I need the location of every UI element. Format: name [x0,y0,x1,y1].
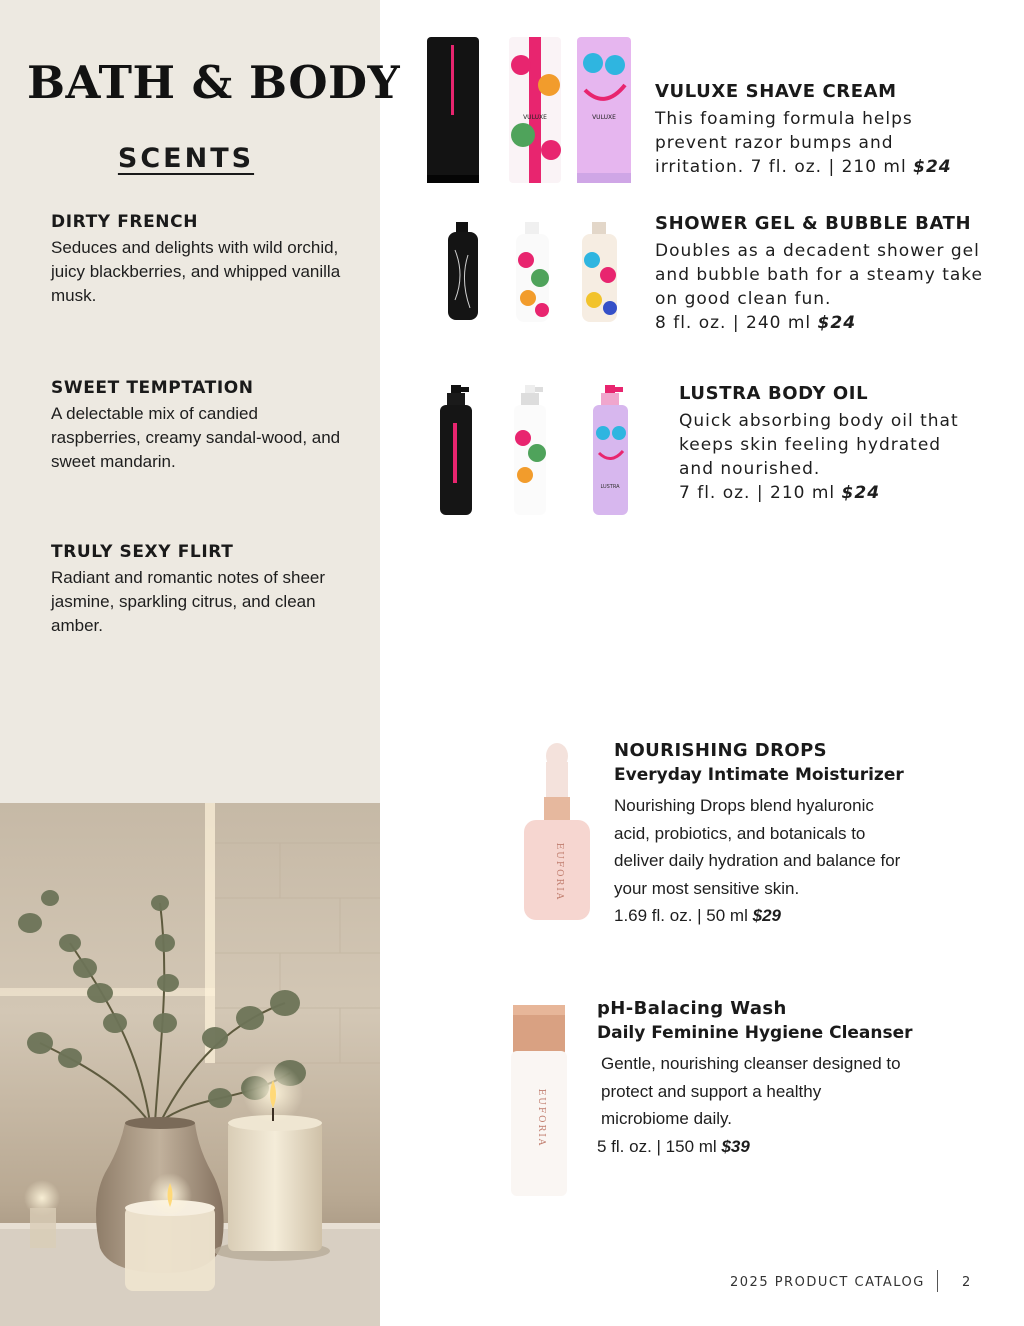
euforia-label: EUFORIA [554,842,564,902]
vuluxe-label: VULUXE [523,114,547,121]
body-oil-bottles-image [425,383,645,518]
scent-item [51,378,351,474]
product-price: $29 [752,906,781,925]
scent-description: A delectable mix of candied raspberries, creamy sandal-wood, and sweet mandarin. [51,404,341,471]
candles-photo [0,803,380,1326]
ph-wash-bottle-image [505,1003,575,1198]
product-ph-wash [597,998,913,1160]
vuluxe-label: VULUXE [592,114,616,121]
product-description: This foaming formula helps prevent razor bumps and irritation. 7 fl. oz. | 210 ml $24 [655,109,952,177]
product-nourishing-drops [614,740,914,930]
product-description: Doubles as a decadent shower gel and bubble bath for a steamy take on good clean fun. [655,241,983,309]
scent-item [51,542,351,638]
scent-description: Radiant and romantic notes of sheer jasmine, sparkling citrus, and clean amber. [51,568,326,635]
shower-gel-bottles-image [440,220,630,325]
page-number: 2 [962,1275,971,1290]
scent-name: DIRTY FRENCH [51,212,199,232]
product-name: VULUXE SHAVE CREAM [655,81,897,102]
scent-description: Seduces and delights with wild orchid, juicy blackberries, and whipped vanilla musk. [51,238,341,305]
scents-heading: SCENTS [117,143,255,174]
product-description: Quick absorbing body oil that keeps skin feeling hydrated and nourished. [679,411,959,479]
product-price: $39 [721,1136,750,1156]
scent-name: SWEET TEMPTATION [51,378,254,398]
product-description: Gentle, nourishing cleanser designed to protect and support a healthy microbiome daily. [601,1054,901,1128]
footer-catalog-label: 2025 PRODUCT CATALOG [730,1275,925,1290]
product-shower-gel [655,213,985,335]
page-title: BATH & BODY [27,56,401,109]
shave-cream-tubes-image [425,35,635,185]
scent-name: TRULY SEXY FLIRT [51,542,234,562]
product-name: NOURISHING DROPS [614,740,828,761]
product-subtitle: Everyday Intimate Moisturizer [614,765,904,785]
scent-item [51,212,351,308]
product-subtitle: Daily Feminine Hygiene Cleanser [597,1023,913,1043]
product-price: $24 [841,483,881,503]
product-size-price: 7 fl. oz. | 210 ml $24 [679,483,881,503]
lustra-label: LUSTRA [600,484,620,490]
product-body-oil [679,383,979,505]
product-size-price: 8 fl. oz. | 240 ml $24 [655,313,857,333]
product-size-price: 5 fl. oz. | 150 ml $39 [597,1136,750,1156]
product-shave-cream [655,81,985,179]
nourishing-drops-bottle-image [520,742,595,922]
product-name: pH-Balacing Wash [597,998,787,1019]
product-price: $24 [913,157,952,177]
product-description: Nourishing Drops blend hyaluronic acid, probiotics, and botanicals to deliver daily hydration and balance for your most sensitive skin. [614,796,901,898]
product-size-price: 1.69 fl. oz. | 50 ml $29 [614,906,781,925]
product-name: LUSTRA BODY OIL [679,383,869,404]
footer-divider [937,1270,938,1292]
product-price: $24 [817,313,857,333]
euforia-label: EUFORIA [536,1088,546,1148]
product-name: SHOWER GEL & BUBBLE BATH [655,213,972,234]
